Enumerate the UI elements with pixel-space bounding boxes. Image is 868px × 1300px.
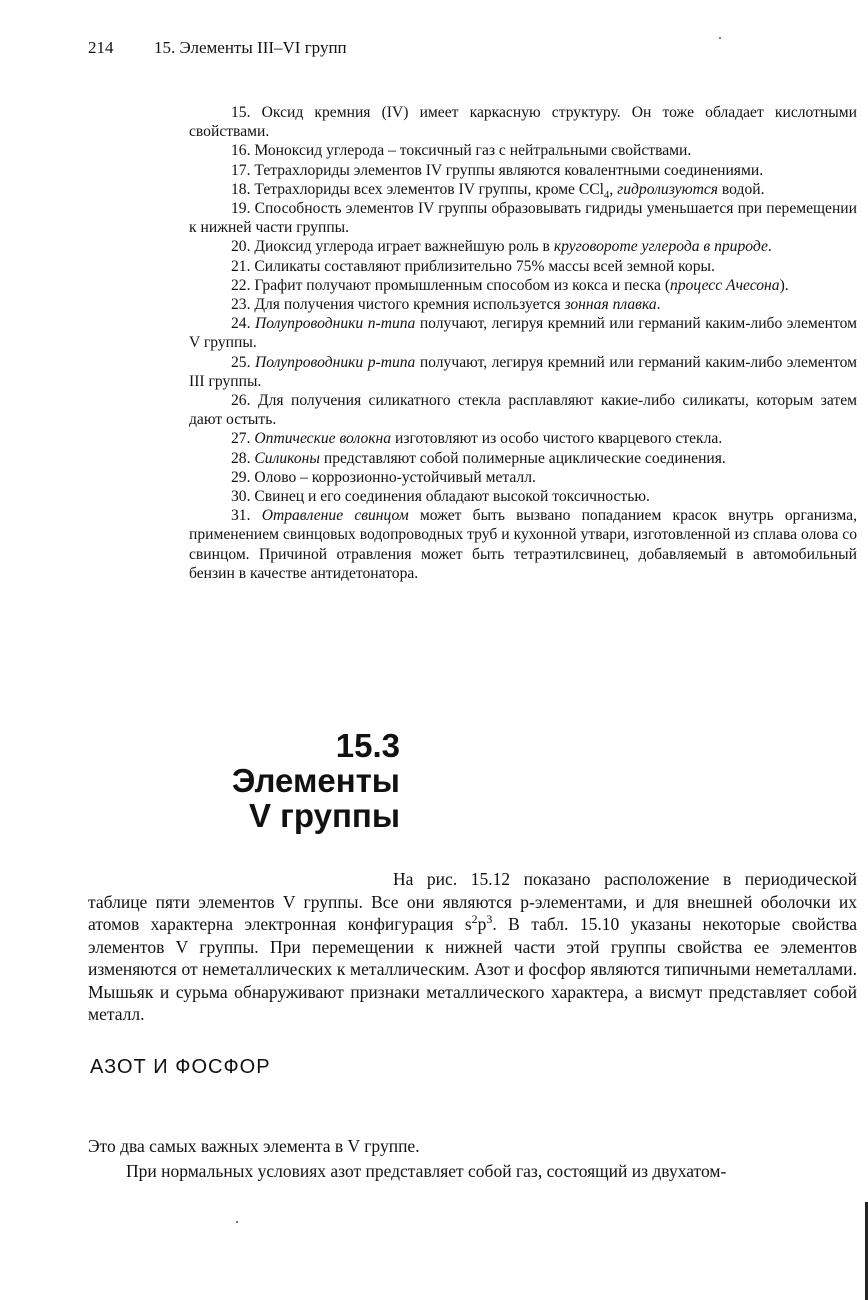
summary-item-23 bbox=[189, 295, 857, 314]
text-run: Диоксид углерода играет важнейшую роль в bbox=[254, 238, 554, 256]
text-run: Оксид кремния (IV) имеет каркасную структуру. Он тоже обладает кислотными свойствами. bbox=[189, 104, 857, 141]
body-paragraph-2: При нормальных условиях азот представляет собой газ, состоящий из двухатом- bbox=[126, 1161, 727, 1181]
text-run: Графит получают промышленным способом из кокса и песка ( bbox=[254, 276, 671, 294]
text-run: . В табл. 15.10 указаны некоторые свойства элементов V группы. При перемещении к нижней части этой группы свойства ее элементов изменяются от неметаллических к металлическим. Азот и фосфор являются типичными неметаллами. Мышьяк и сурьма обнаруживают признаки металлического характера, а висмут представляет собой металл. bbox=[88, 914, 857, 1024]
running-title: 15. Элементы III–VI групп bbox=[154, 38, 347, 57]
superscript: 2 bbox=[471, 912, 478, 927]
superscript: 3 bbox=[486, 912, 493, 927]
item-number: 18. bbox=[231, 180, 255, 198]
text-run: Способность элементов IV группы образовывать гидриды уменьшается при перемещении к нижней части группы. bbox=[189, 200, 857, 237]
emphasis-text: Полупроводники p-типа bbox=[254, 353, 416, 371]
item-number: 22. bbox=[231, 276, 255, 294]
item-number: 15. bbox=[231, 104, 262, 121]
text-run: Силикаты составляют приблизительно 75% массы всей земной коры. bbox=[254, 257, 715, 275]
item-number: 30. bbox=[231, 488, 255, 506]
section-number: 15.3 bbox=[335, 727, 400, 764]
section-heading bbox=[200, 728, 400, 833]
item-number: 21. bbox=[231, 257, 255, 275]
emphasis-text: зонная плавка bbox=[564, 296, 657, 314]
scan-speck bbox=[236, 1221, 238, 1223]
summary-item-18 bbox=[189, 180, 857, 199]
item-number: 27. bbox=[231, 430, 255, 448]
summary-item-20 bbox=[189, 237, 857, 256]
section-title-line-2: V группы bbox=[248, 797, 400, 834]
summary-item-30 bbox=[189, 487, 857, 506]
item-number: 17. bbox=[231, 161, 255, 179]
summary-item-19 bbox=[189, 199, 857, 237]
item-number: 31. bbox=[231, 507, 262, 525]
text-run: ). bbox=[779, 276, 789, 294]
body-paragraph-1: Это два самых важных элемента в V группе. bbox=[88, 1136, 420, 1156]
text-run: представляют собой полимерные ациклические соединения. bbox=[319, 449, 726, 467]
item-number: 16. bbox=[231, 142, 255, 160]
item-number: 19. bbox=[231, 200, 255, 218]
emphasis-text: Полупроводники n-типа bbox=[254, 315, 416, 333]
text-run: Олово – коррозионно-устойчивый металл. bbox=[254, 468, 536, 486]
text-run: получают, легируя кремний или германий каким-либо элементом V группы. bbox=[189, 315, 857, 352]
summary-item-21 bbox=[189, 257, 857, 276]
subheading: АЗОТ И ФОСФОР bbox=[90, 1056, 271, 1078]
text-run: получают, легируя кремний или германий каким-либо элементом III группы. bbox=[189, 353, 857, 390]
item-number: 26. bbox=[231, 392, 258, 410]
summary-item-16 bbox=[189, 141, 857, 160]
summary-item-17 bbox=[189, 161, 857, 180]
emphasis-text: гидролизуются bbox=[617, 180, 719, 198]
intro-paragraph bbox=[88, 868, 857, 1026]
page-number: 214 bbox=[88, 38, 114, 57]
text-run: . bbox=[656, 296, 661, 314]
text-run: может быть вызвано попаданием красок внутрь организма, применением свинцовых водопроводных труб и кухонной утвари, изготовленной из сплава олова со свинцом. Причиной отравления может быть тетраэтилсвинец, добавляемый в автомобильный бензин в качестве антидетонатора. bbox=[189, 507, 857, 582]
summary-item-22 bbox=[189, 276, 857, 295]
scan-speck bbox=[719, 37, 721, 39]
text-run: изготовляют из особо чистого кварцевого стекла. bbox=[391, 430, 723, 448]
summary-item-24 bbox=[189, 314, 857, 352]
item-number: 24. bbox=[231, 315, 255, 333]
text-run: Моноксид углерода – токсичный газ с нейтральными свойствами. bbox=[254, 142, 692, 160]
summary-item-27 bbox=[189, 429, 857, 448]
summary-item-31 bbox=[189, 506, 857, 583]
text-run: . bbox=[767, 238, 772, 256]
emphasis-text: Отравление свинцом bbox=[261, 507, 409, 525]
section-title-line-1: Элементы bbox=[231, 762, 400, 799]
text-run: Для получения чистого кремния используется bbox=[254, 296, 565, 314]
emphasis-text: процесс Ачесона bbox=[670, 276, 780, 294]
item-number: 20. bbox=[231, 238, 255, 256]
text-run: На рис. 15.12 показано расположение в периодической таблице пяти элементов V группы. Все они являются p-элементами, и для внешней оболочки их атомов характерна электронная конфигурация s bbox=[88, 869, 857, 934]
emphasis-text: Силиконы bbox=[254, 449, 320, 467]
emphasis-text: Оптические волокна bbox=[254, 430, 392, 448]
item-number: 29. bbox=[231, 468, 255, 486]
summary-item-26 bbox=[189, 391, 857, 429]
page-header bbox=[88, 38, 347, 58]
text-run: Тетрахлориды всех элементов IV группы, кроме CCl bbox=[254, 180, 605, 198]
emphasis-text: круговороте углерода в природе bbox=[553, 238, 768, 256]
item-number: 25. bbox=[231, 353, 255, 371]
summary-item-15 bbox=[189, 103, 857, 141]
text-run: Свинец и его соединения обладают высокой токсичностью. bbox=[254, 488, 650, 506]
summary-item-25 bbox=[189, 353, 857, 391]
text-run: водой. bbox=[718, 180, 765, 198]
text-run: Тетрахлориды элементов IV группы являются ковалентными соединениями. bbox=[254, 161, 764, 179]
summary-list bbox=[189, 103, 857, 583]
subscript: 4 bbox=[604, 189, 610, 201]
text-run: Для получения силикатного стекла расплавляют какие-либо силикаты, которым затем дают остыть. bbox=[189, 392, 857, 429]
summary-item-29 bbox=[189, 468, 857, 487]
item-number: 28. bbox=[231, 449, 255, 467]
summary-item-28 bbox=[189, 449, 857, 468]
item-number: 23. bbox=[231, 296, 255, 314]
text-run: , bbox=[609, 180, 618, 198]
text-run: p bbox=[477, 914, 487, 934]
